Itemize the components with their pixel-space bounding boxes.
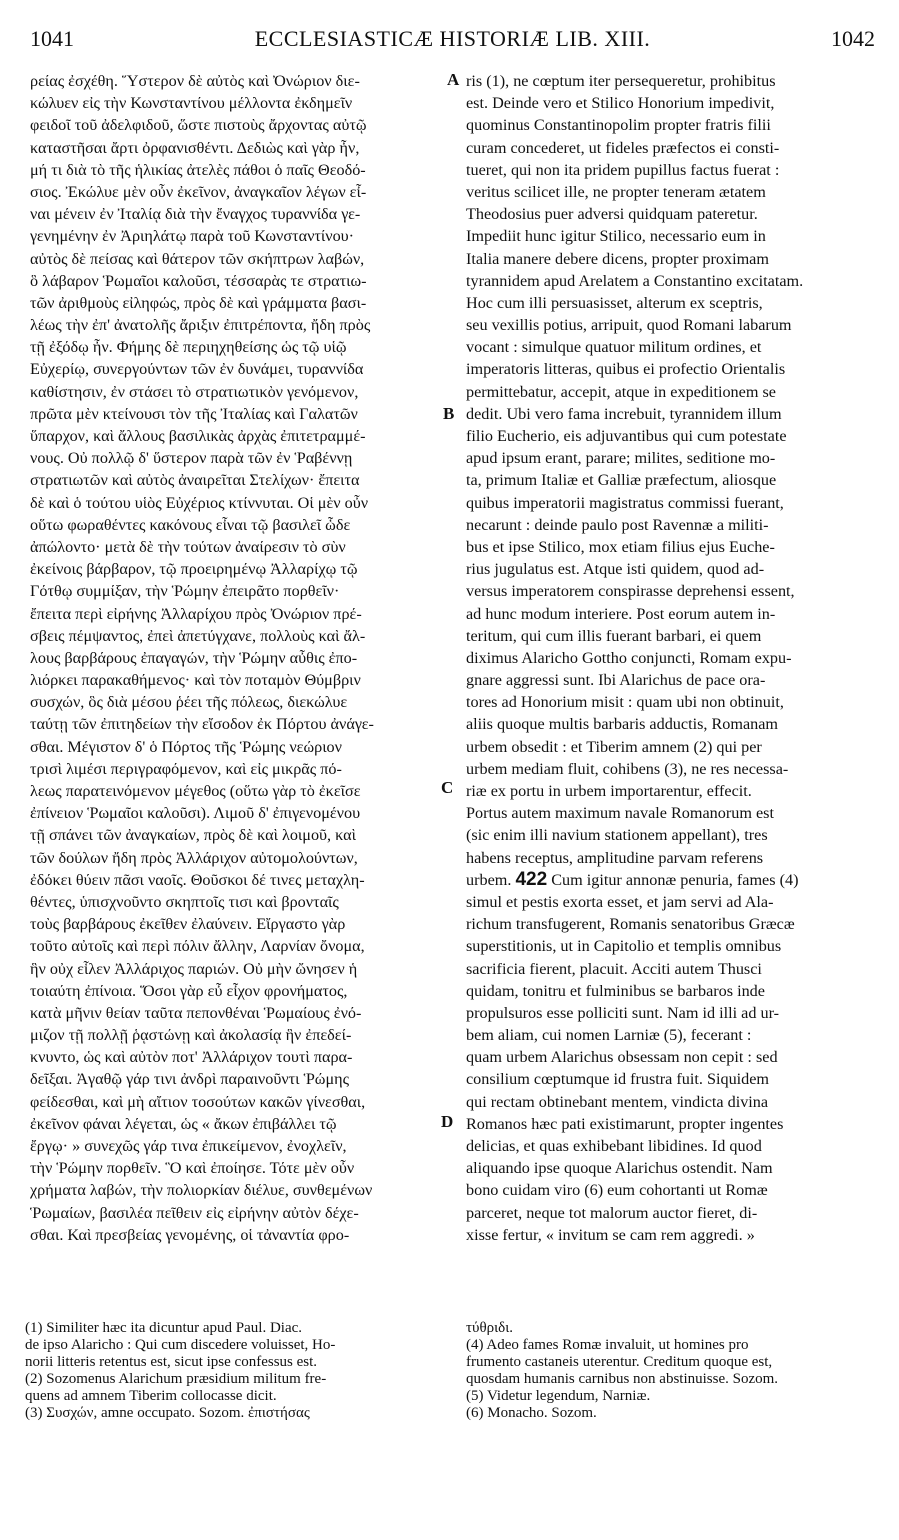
latin-text-line: sacrificia fierent, placuit. Acciti autem Thusci	[466, 959, 762, 978]
latin-text-line: Impediit hunc igitur Stilico, necessario eum in	[466, 227, 766, 246]
latin-text-line: urbem mediam fluit, cohibens (3), ne res necessa-	[466, 759, 789, 778]
latin-text-line: dedit. Ubi vero fama increbuit, tyrannidem illum	[466, 404, 782, 423]
latin-text-line: parceret, neque tot malorum auctor fieret, di-	[466, 1203, 758, 1222]
margin-marker-b: B	[443, 404, 455, 423]
latin-text-line: (sic enim illi navium stationem appellant), tres	[466, 826, 768, 845]
latin-text-line: urbem obsedit : et Tiberim amnem (2) qui per	[466, 737, 762, 756]
greek-text-line: τῇ ἐξόδῳ ἦν. Φήμης δὲ περιηχηθείσης ὡς τῷ υἱῷ	[30, 338, 347, 357]
footnote-line: (4) Adeo fames Romæ invaluit, ut homines pro	[466, 1337, 749, 1353]
latin-text-line: aliis quoque multis barbaris adductis, Romanam	[466, 715, 779, 734]
greek-text-line: δεῖξαι. Ἀγαθῷ γάρ τινι ἀνδρὶ παραινοῦντι Ῥώμης	[30, 1070, 350, 1089]
greek-text-line: πρῶτα μὲν κτείνουσι τὸν τῆς Ἰταλίας καὶ Γαλατῶν	[30, 404, 358, 423]
margin-marker-d: D	[441, 1112, 454, 1131]
latin-text-line: teritum, qui cum illis fuerant barbari, ei quem	[466, 626, 762, 645]
latin-text-line: simul et pestis exorta esset, et jam servi ad Ala-	[466, 892, 774, 911]
greek-text-line: οὕτω φωραθέντες κακόνους εἶναι τῷ βασιλεῖ ὧδε	[30, 515, 351, 534]
greek-text-line: λέως τὴν ἐπ' ἀνατολῆς ἄριξιν ἐπιτρέποντα, ἤδη πρὸς	[30, 316, 371, 335]
latin-text-line: Theodosius puer adversi quidquam pateretur.	[466, 205, 758, 224]
latin-text-line: quominus Constantinopolim propter fratris filii	[466, 116, 771, 135]
latin-text-line: riæ ex portu in urbem importarentur, effecit.	[466, 782, 752, 800]
latin-text-line: seu vexillis potius, arripuit, quod Romani labarum	[466, 316, 792, 335]
latin-text-line: bono cuidam viro (6) eum cohortanti ut Romæ	[466, 1181, 768, 1200]
greek-text-line: ὃ λάβαρον Ῥωμαῖοι καλοῦσι, τέσσαρὰς τε στρατιω-	[30, 271, 367, 290]
latin-text-line: vocant : simulque quatuor militum ordines, et	[466, 338, 762, 357]
greek-text-line: ἐκεῖνον φάναι λέγεται, ὡς « ἄκων ἐπιβάλλει τῷ	[30, 1114, 337, 1133]
greek-text-line: αὐτὸς δὲ πείσας καὶ θάτερον τῶν σκήπτρων λαβών,	[30, 249, 365, 268]
footnote-line: τύθριδι.	[466, 1320, 514, 1336]
footnote-line: (6) Monacho. Sozom.	[466, 1405, 597, 1421]
footnotes-left	[25, 1320, 440, 1422]
greek-text-line: ἐκείνοις βάρβαρον, τῷ προειρημένῳ Ἀλλαρίχῳ τῷ	[30, 560, 358, 579]
page-number-left: 1041	[30, 26, 74, 51]
latin-text-line: ris (1), ne cœptum iter persequeretur, prohibitus	[466, 72, 776, 90]
greek-text-line: κώλυεν εἰς τὴν Κωνσταντίνου μέλλοντα ἐκδημεῖν	[30, 94, 353, 113]
greek-text-line: τῶν ἀριθμοὺς εἰληφώς, πρὸς δὲ καὶ γράμματα βασι-	[30, 293, 367, 312]
latin-text-line: bem aliam, cui nomen Larniæ (5), fecerant :	[466, 1026, 752, 1045]
latin-text-line: Italia manere debere dicens, propter proximam	[466, 249, 769, 268]
latin-text-line: versus imperatorem conspirasse deprehensi essent,	[466, 582, 795, 601]
latin-text-line: apud ipsum erant, parare; milites, seditione mo-	[466, 449, 776, 468]
latin-text-line: quam urbem Alarichus obsessam non cepit : sed	[466, 1048, 778, 1067]
text-segment: urbem.	[466, 870, 516, 889]
latin-text-line: bus et ipse Stilico, mox etiam filius ejus Euche-	[466, 537, 775, 556]
latin-text-line: qui rectam obtinebant mentem, vindicta divina	[466, 1092, 769, 1111]
greek-text-line: τρισὶ λιμέσι περιγραφόμενον, καὶ εἰς μικρᾶς πό-	[30, 759, 342, 778]
latin-text-line: curam concederet, ut fideles præfectos ei consti-	[466, 138, 780, 157]
running-title: ECCLESIASTICÆ HISTORIÆ LIB. XIII.	[254, 26, 651, 51]
greek-text-line: μιζον τῇ πολλῇ ῥᾳστώνῃ καὶ ἀκολασίᾳ ἣν ἐπεδεί-	[30, 1026, 352, 1045]
greek-text-line: τοιαύτη ἐπίνοια. Ὅσοι γὰρ εὖ εἶχον φρονήματος,	[30, 981, 348, 1000]
latin-text-line: diximus Alaricho Gottho conjuncti, Romam expu-	[466, 648, 792, 667]
footnote-line: (1) Similiter hæc ita dicuntur apud Paul. Diac.	[25, 1320, 303, 1336]
greek-text-line: τῶν δούλων ἤδη πρὸς Ἀλλάριχον αὐτομολούντων,	[30, 848, 358, 867]
margin-marker-a: A	[447, 70, 460, 89]
latin-text-line: est. Deinde vero et Stilico Honorium impedivit,	[466, 94, 775, 113]
greek-text-line: νους. Οὐ πολλῷ δ' ὕστερον παρὰ τῶν ἐν Ῥαβέννῃ	[30, 449, 353, 468]
latin-text-line: propulsuros esse polliciti sunt. Nam id illi ad ur-	[466, 1003, 780, 1022]
greek-text-line: θέντες, ὑπισχνοῦντο σκηπτοῖς τισι καὶ βρονταῖς	[30, 892, 339, 911]
latin-text-line: richum transfugerent, Romanis senatoribus Græcæ	[466, 915, 795, 934]
greek-text-line: ἔπειτα περὶ εἰρήνης Ἀλλαρίχου πρὸς Ὀνώριον πρέ-	[30, 604, 362, 623]
greek-text-line: ἐδόκει θύειν πᾶσι ναοῖς. Θοῦσκοι δέ τινες μεταχλη-	[30, 870, 365, 889]
greek-text-line: τῇ σπάνει τῶν ἀναγκαίων, πρὸς δὲ καὶ λοιμοῦ, καὶ	[30, 826, 356, 845]
latin-text-line: Portus autem maximum navale Romanorum est	[466, 804, 774, 823]
greek-text-line: καταστῆσαι ἄρτι ὀρφανισθέντι. Δεδιὼς καὶ γὰρ ἦν,	[30, 138, 360, 157]
latin-text-line: habens receptus, amplitudine parvam referens	[466, 848, 764, 867]
greek-text-line: φείδεσθαι, καὶ μὴ αἴτιον τοσούτων κακῶν γίνεσθαι,	[30, 1092, 366, 1111]
page-header	[30, 26, 875, 56]
latin-text-line: tyrannidem apud Arelatem a Constantino excitatam.	[466, 271, 804, 290]
greek-text-line: κατὰ μῆνιν θείαν ταῦτα πεπονθέναι Ῥωμαίους ἐνό-	[30, 1003, 362, 1022]
latin-text-line	[466, 869, 866, 891]
footnote-line: (5) Videtur legendum, Narniæ.	[466, 1388, 651, 1404]
latin-text-line: quidam, tonitru et fulminibus se barbaros inde	[466, 981, 765, 1000]
greek-text-line: ὕπαρχον, καὶ ἄλλους βασιλικὰς ἀρχὰς ἐπιτετραμμέ-	[30, 427, 366, 445]
greek-text-line: Γότθῳ συμμίξαν, τὴν Ῥώμην ἐπειρᾶτο πορθεῖν·	[30, 582, 340, 601]
greek-text-line: λιόρκει παρακαθήμενος· καὶ τὸν ποταμὸν Θύμβριν	[30, 671, 361, 690]
footnote-line: quosdam humanis carnibus non abstinuisse. Sozom.	[466, 1371, 779, 1387]
latin-text-line: superstitionis, ut in Capitolio et templis omnibus	[466, 937, 782, 956]
greek-text-line: σθαι. Μέγιστον δ' ὁ Πόρτος τῆς Ῥώμης νεώριον	[30, 737, 342, 756]
latin-text-line: necarunt : deinde paulo post Ravennæ a militi-	[466, 515, 769, 534]
latin-text-line: aliquando ipse quoque Alarichus ostendit. Nam	[466, 1159, 773, 1178]
greek-text-line: λους βαρβάρους ἐπαγαγών, τὴν Ῥώμην αὖθις ἐπο-	[30, 648, 358, 667]
greek-text-line: σθαι. Καὶ πρεσβείας γενομένης, οἱ τἀναντία φρο-	[30, 1225, 350, 1244]
latin-text-line: delicias, et quas exhibebant libidines. Id quod	[466, 1137, 762, 1155]
latin-text-column	[466, 70, 866, 1246]
greek-text-line: ἀπώλοντο· μετὰ δὲ τὴν τούτων ἀναίρεσιν τὸ σὺν	[30, 537, 346, 556]
latin-text-line: rius jugulatus est. Atque isti quidem, quod ad-	[466, 560, 765, 579]
greek-text-line: ἔργῳ· » συνεχῶς γάρ τινα ἐπικείμενον, ἐνοχλεῖν,	[30, 1137, 347, 1155]
greek-text-line: δὲ καὶ ὁ τούτου υἱὸς Εὐχέριος κτίννυται. Οἱ μὲν οὖν	[30, 493, 369, 512]
latin-text-line: ad hunc modum interiere. Post eorum autem in-	[466, 604, 776, 623]
latin-text-line: imperatoris litteras, quibus ei profectio Orientalis	[466, 360, 786, 379]
greek-text-line: γενημένην ἐν Ἀριηλάτῳ παρὰ τοῦ Κωνσταντίνου·	[30, 227, 355, 246]
greek-text-line: Ῥωμαίων, βασιλέα πεῖθειν εἰς εἰρήνην αὐτὸν δέχε-	[30, 1203, 359, 1222]
latin-text-line: xisse fertur, « invitum se cam rem aggredi. »	[466, 1225, 755, 1244]
greek-text-line: ἐπίνειον Ῥωμαῖοι καλοῦσι). Λιμοῦ δ' ἐπιγενομένου	[30, 804, 361, 823]
greek-text-column	[30, 70, 438, 1246]
latin-text-line: tores ad Honorium misit : quam ubi non obtinuit,	[466, 693, 784, 712]
latin-text-line: quibus imperatorii magistratus commissi fuerant,	[466, 493, 784, 512]
latin-text-line: filio Eucherio, eis adjuvantibus qui cum potestate	[466, 427, 787, 445]
latin-text-line: tueret, qui non ita pridem pupillus factus fuerat :	[466, 160, 780, 179]
greek-text-line: στρατιωτῶν καὶ αὐτὸς ἀναιρεῖται Στελίχων· ἔπειτα	[30, 471, 360, 490]
greek-text-line: ἣν οὐχ εἷλεν Ἀλλάριχος παριών. Οὐ μὴν ὤνησεν ἡ	[30, 959, 358, 978]
greek-text-line: σιος. Ἐκώλυε μὲν οὖν ἐκεῖνον, ἀναγκαῖον λέγων εἶ-	[30, 182, 367, 201]
latin-text-line: Romanos hæc pati existimarunt, propter ingentes	[466, 1114, 784, 1133]
greek-text-line: λεως παρατεινόμενον μέγεθος (οὕτω γὰρ τὸ ἐκεῖσε	[30, 782, 361, 800]
greek-text-line: τοῦτο αὐτοῖς καὶ περὶ πόλιν ἄλλην, Λαρνίαν ὄνομα,	[30, 937, 365, 956]
latin-text-line: ta, primum Italiæ et Galliæ præfectum, aliosque	[466, 471, 777, 490]
latin-text-line: gnare aggressi sunt. Ibi Alarichus de pace ora-	[466, 671, 766, 690]
greek-text-line: χρήματα λαβών, τὴν πολιορκίαν διέλυε, συνθεμένων	[30, 1181, 373, 1200]
latin-text-line: permittebatur, accepit, atque in expeditionem se	[466, 382, 776, 401]
greek-text-line: ταύτῃ τῶν ἐπιτηδείων τὴν εἴσοδον ἐκ Πόρτου ἀνάγε-	[30, 715, 374, 734]
greek-text-line: Εὐχερίῳ, συνεργούντων τῶν ἐν δυνάμει, τυραννίδα	[30, 360, 364, 379]
footnote-line: quens ad amnem Tiberim collocasse dicit.	[25, 1388, 277, 1404]
footnote-line: norii litteris retentus est, sicut ipse confessus est.	[25, 1354, 318, 1370]
margin-marker-c: C	[441, 778, 454, 797]
column-number: 422	[515, 868, 548, 890]
latin-text-line: consilium cœptumque id frustra fuit. Siquidem	[466, 1070, 770, 1089]
greek-text-line: φειδοῖ τοῦ ἀδελφιδοῦ, ὥστε πιστοὺς ἄρχοντας αὐτῷ	[30, 116, 367, 135]
greek-text-line: ρείας ἐσχέθη. Ὕστερον δὲ αὐτὸς καὶ Ὀνώριον διε-	[30, 72, 360, 90]
page-number-right: 1042	[831, 26, 875, 51]
text-segment: Cum igitur annonæ penuria, fames (4)	[547, 870, 799, 889]
latin-text-line: veritus scilicet ille, ne propter teneram ætatem	[466, 182, 766, 201]
greek-text-line: μή τι διὰ τὸ τῆς ἡλικίας ἀτελὲς πάθοι ὁ παῖς Θεοδό-	[30, 160, 366, 179]
greek-text-line: καθίστησιν, ἐν στάσει τὸ στρατιωτικὸν γενόμενον,	[30, 382, 359, 401]
footnote-line: frumento castaneis uterentur. Creditum quoque est,	[466, 1354, 773, 1370]
greek-text-line: σβεις πέμψαντος, ἐπεὶ ἀπετύγχανε, πολλοὺς καὶ ἄλ-	[30, 626, 366, 645]
greek-text-line: τοὺς βαρβάρους ἐκεῖθεν ἐλαύνειν. Εἴργαστο γὰρ	[30, 915, 346, 934]
greek-text-line: τὴν Ῥώμην πορθεῖν. Ὃ καὶ ἐποίησε. Τότε μὲν οὖν	[30, 1159, 355, 1178]
greek-text-line: ναι μένειν ἐν Ἰταλίᾳ διὰ τὴν ἔναγχος τυραννίδα γε-	[30, 205, 361, 224]
latin-text-line: Hoc cum illi persuasisset, alterum ex sceptris,	[466, 293, 763, 312]
greek-text-line: συσχών, ὃς διὰ μέσου ῥέει τῆς πόλεως, διεκώλυε	[30, 693, 348, 712]
footnote-line: (3) Συσχών, amne occupato. Sozom. ἐπιστήσας	[25, 1405, 310, 1421]
footnotes-right	[466, 1320, 866, 1422]
footnote-line: de ipso Alaricho : Qui cum discedere voluisset, Ho-	[25, 1337, 336, 1353]
greek-text-line: κνυντο, ὡς καὶ αὐτὸν ποτ' Ἀλλάριχον τουτὶ παρα-	[30, 1048, 353, 1067]
footnote-line: (2) Sozomenus Alarichum præsidium militum fre-	[25, 1371, 327, 1387]
